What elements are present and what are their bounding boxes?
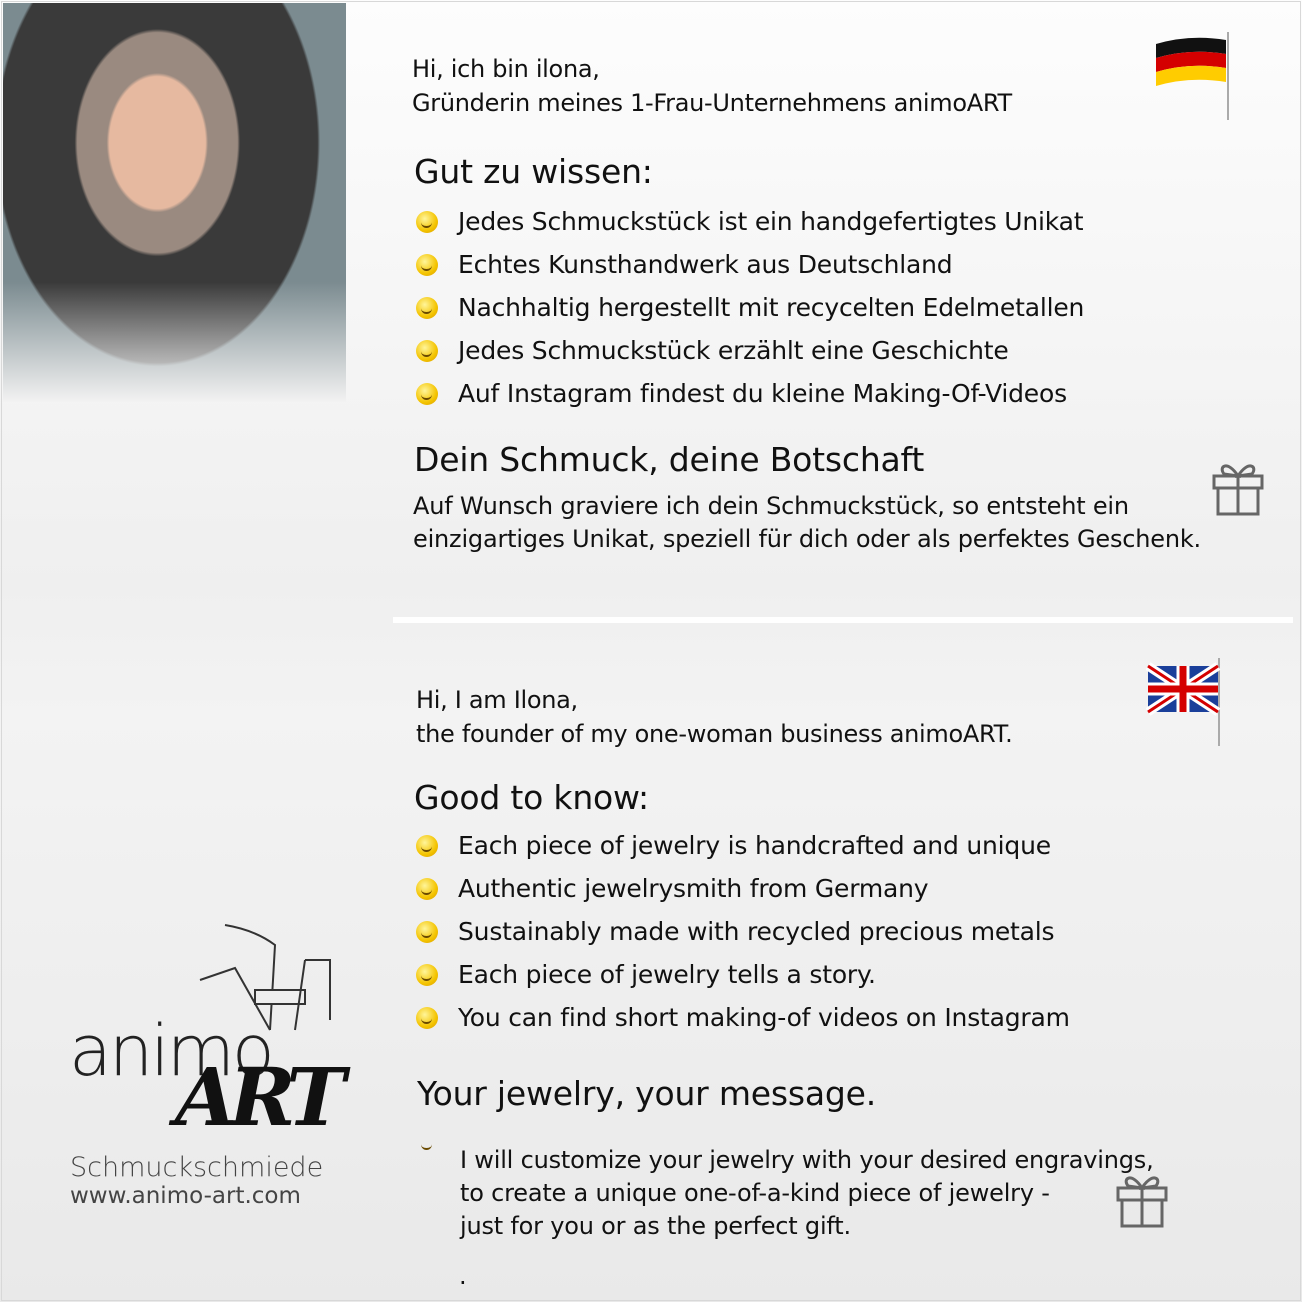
bullet-text: You can find short making-of videos on Instagram — [458, 1003, 1070, 1032]
list-item — [416, 910, 1070, 953]
german-heading: Gut zu wissen: — [414, 152, 653, 191]
intro-line: Hi, I am Ilona, — [416, 686, 578, 714]
list-item — [416, 200, 1084, 243]
smiley-wink-icon — [416, 254, 438, 276]
german-bullet-list — [416, 200, 1084, 415]
bullet-text: Nachhaltig hergestellt mit recycelten Edelmetallen — [458, 293, 1085, 322]
smiley-wink-icon — [416, 297, 438, 319]
smiley-wink-icon — [416, 921, 438, 943]
text-line: to create a unique one-of-a-kind piece of jewelry - — [460, 1179, 1050, 1207]
logo-word-art: ART — [175, 1050, 338, 1144]
intro-line: Gründerin meines 1-Frau-Unternehmens animoART — [412, 89, 1012, 117]
smiley-wink-icon — [416, 211, 438, 233]
uk-flag-icon — [1146, 658, 1226, 752]
list-item — [416, 824, 1070, 867]
english-bullet-list — [416, 824, 1070, 1039]
list-item — [416, 329, 1084, 372]
animoart-logo — [55, 910, 345, 1220]
founder-photo — [3, 3, 346, 402]
list-item — [416, 953, 1070, 996]
list-item — [416, 867, 1070, 910]
english-engraving-block — [416, 1133, 1154, 1243]
smiley-wink-icon — [416, 878, 438, 900]
bullet-text: Jedes Schmuckstück ist ein handgefertigtes Unikat — [458, 207, 1084, 236]
text-line: Auf Wunsch graviere ich dein Schmuckstück, so entsteht ein — [413, 492, 1129, 520]
bullet-text: Auf Instagram findest du kleine Making-Of-Videos — [458, 379, 1067, 408]
german-flag-icon — [1154, 32, 1234, 126]
english-intro — [416, 683, 1012, 751]
logo-tagline: Schmuckschmiede — [70, 1152, 324, 1183]
smiley-wink-icon — [416, 340, 438, 362]
english-engraving-text — [460, 1144, 1154, 1243]
german-engraving-text — [413, 490, 1201, 556]
bullet-text: Jedes Schmuckstück erzählt eine Geschichte — [458, 336, 1009, 365]
intro-line: Hi, ich bin ilona, — [412, 55, 600, 83]
list-item — [416, 372, 1084, 415]
bullet-text: Authentic jewelrysmith from Germany — [458, 874, 929, 903]
list-item — [416, 286, 1084, 329]
german-intro — [412, 52, 1012, 120]
smiley-wink-icon — [416, 964, 438, 986]
bullet-text: Each piece of jewelry tells a story. — [458, 960, 876, 989]
list-item — [416, 996, 1070, 1039]
bullet-text: Sustainably made with recycled precious metals — [458, 917, 1055, 946]
logo-url: www.animo-art.com — [70, 1183, 301, 1209]
german-engraving-heading: Dein Schmuck, deine Botschaft — [414, 440, 925, 479]
text-line: einzigartiges Unikat, speziell für dich oder als perfektes Geschenk. — [413, 525, 1201, 553]
gift-icon — [1114, 1170, 1170, 1234]
section-divider — [393, 617, 1293, 623]
list-item — [416, 243, 1084, 286]
bullet-text: Each piece of jewelry is handcrafted and unique — [458, 831, 1051, 860]
gift-icon — [1210, 458, 1266, 522]
smiley-wink-icon — [416, 1007, 438, 1029]
smiley-wink-icon — [416, 383, 438, 405]
smiley-wink-icon — [416, 835, 438, 857]
english-heading: Good to know: — [414, 778, 649, 817]
trailing-dot: . — [459, 1262, 467, 1290]
text-line: just for you or as the perfect gift. — [460, 1212, 851, 1240]
logo-word-animo: animo — [69, 1010, 272, 1092]
intro-line: the founder of my one-woman business animoART. — [416, 720, 1013, 748]
bullet-text: Echtes Kunsthandwerk aus Deutschland — [458, 250, 953, 279]
english-engraving-heading: Your jewelry, your message. — [417, 1074, 877, 1113]
text-line: I will customize your jewelry with your desired engravings, — [460, 1146, 1154, 1174]
